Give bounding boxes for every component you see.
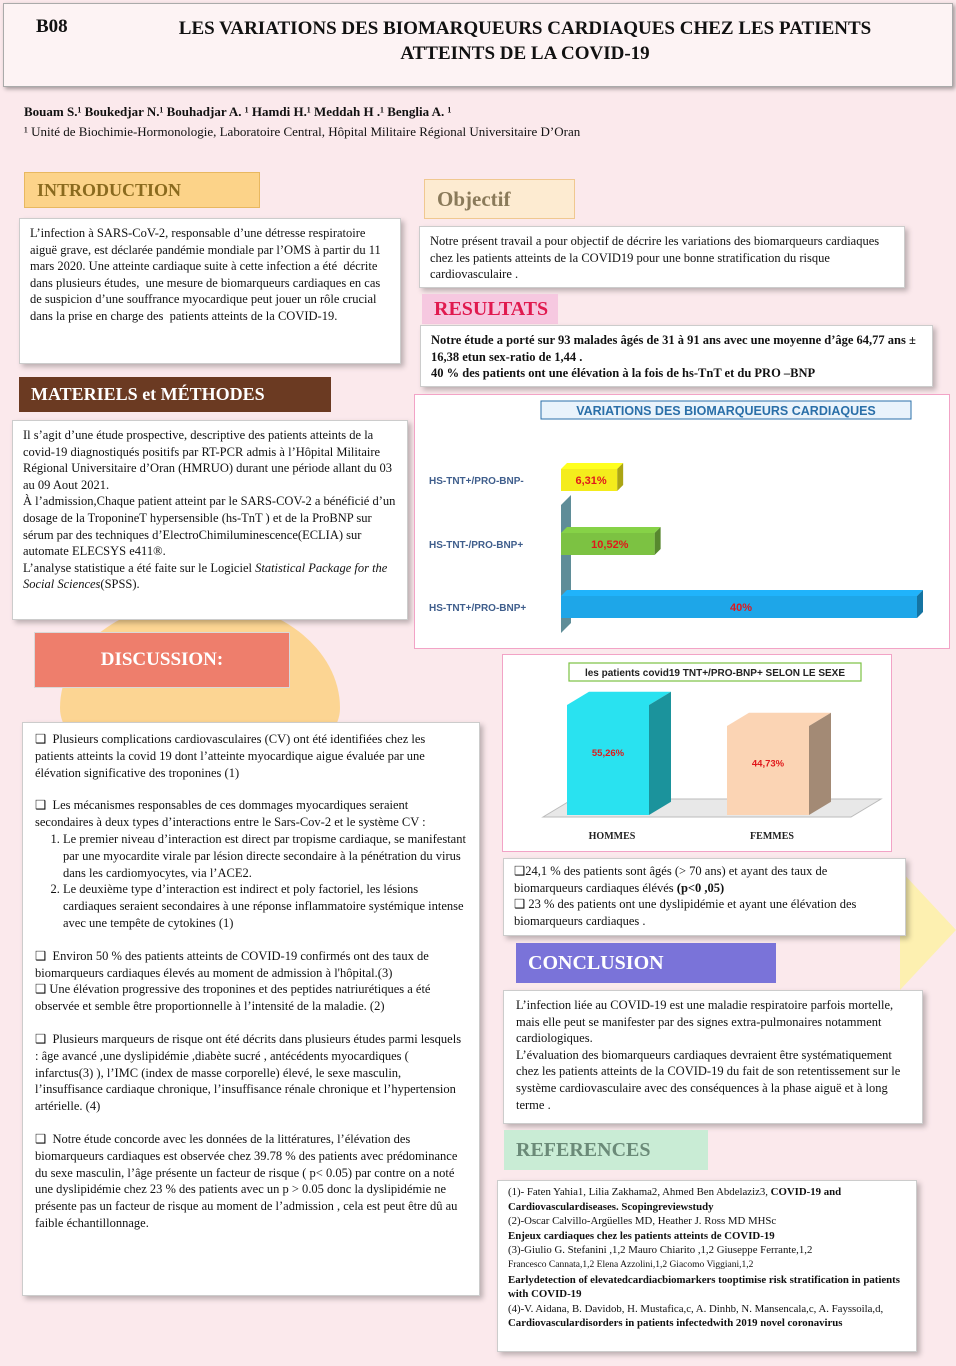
deco-yellow-arrow <box>900 870 956 990</box>
interaction-list <box>35 831 467 932</box>
bullet-checkbox-icon: ❑ <box>514 864 526 878</box>
resultats-heading-label: RESULTATS <box>434 297 549 320</box>
reference-2-authors: (2)-Oscar Calvillo-Argüelles MD, Heather J. Ross MD MHSc <box>508 1215 777 1228</box>
bar-value-label: 10,52% <box>591 539 629 551</box>
resultats-heading <box>422 294 558 324</box>
bullet-checkbox-icon: ❑ <box>35 732 47 746</box>
interaction-item-1: 1. Le premier niveau d’interaction est direct par tropisme cardiaque, se manifestant par une myocardite virale par lésion directe secondaire à la pénétration du virus dans les cardiomyocytes, via l’ACE2. <box>63 831 467 881</box>
title-line-1: LES VARIATIONS DES BIOMARQUEURS CARDIAQUES CHEZ LES PATIENTS <box>178 18 872 39</box>
resultats-box <box>420 325 933 387</box>
objectif-box: Notre présent travail a pour objectif de décrire les variations des biomarqueurs cardiaques chez les patients atteints de la COVID19 pour une bonne stratification du risque cardiovasculaire . <box>419 226 905 288</box>
finding-2-text: 23 % des patients ont une dyslipidémie et ayant une élévation des biomarqueurs cardiaques . <box>514 897 857 928</box>
reference-4-authors: (4)-V. Aidana, B. Davidob, H. Mustafica,c, A. Dinhb, N. Mansencala,c, A. Fayssoila,d, <box>508 1302 884 1315</box>
findings-box <box>503 858 906 936</box>
methodes-p1: Il s’agit d’une étude prospective, descriptive des patients atteints de la covid-19 diagnostiqués positifs par RT-PCR admis à l’Hôpital Militaire Régional Universitaire d’Oran (HMRUO) durant une période allant du 03 au 09 Aout 2021. <box>23 428 392 492</box>
discussion-item-6 <box>35 1131 467 1232</box>
bar-value-label: 40% <box>729 602 753 614</box>
title-line-2: ATTEINTS DE LA COVID-19 <box>400 43 650 64</box>
finding-1-pvalue: (p<0 ,05) <box>676 880 725 895</box>
objectif-heading-label: Objectif <box>437 186 511 211</box>
discussion-heading <box>34 632 290 688</box>
discussion-text-5: Plusieurs marqueurs de risque ont été décrits dans plusieurs études parmi lesquels : âge avancé ,une dyslipidémie ,diabète sucré , antécédents myocardiques ( infarctus(3) ), l’IMC (index de masse corporelle) élevé, le sexe masculin, l’insuffisance cardiaque chronique, l’insuffisance rénale chronique et l’hypertension artérielle. (4) <box>35 1031 462 1114</box>
bullet-checkbox-icon: ❑ <box>35 798 47 813</box>
methodes-heading <box>19 377 331 412</box>
reference-1 <box>508 1185 906 1214</box>
category2-label: FEMMES <box>750 831 794 842</box>
bar2 <box>567 705 649 815</box>
methodes-p3-pre: L’analyse statistique a été faite sur le Logiciel <box>23 560 256 575</box>
discussion-heading-label: DISCUSSION: <box>100 649 224 670</box>
discussion-item-5 <box>35 1031 467 1115</box>
bar2-side <box>809 713 831 815</box>
interaction-item-2: 2. Le deuxième type d’interaction est indirect et poly factoriel, les lésions cardiaques seraient secondaires à une réponse inflammatoire systémique intense avec une tempête de cytokines (1) <box>63 881 467 931</box>
chart-sexe <box>503 655 893 853</box>
conclusion-heading-label: CONCLUSION <box>528 951 664 974</box>
bar-value-label: 6,31% <box>575 475 607 487</box>
bar-top <box>561 463 623 469</box>
chart-variations <box>415 395 951 650</box>
reference-3-title: Earlydetection of elevatedcardiacbiomarkers tooptimise risk stratification in patients with COVID-19 <box>508 1273 900 1301</box>
introduction-heading <box>24 172 260 208</box>
methodes-box <box>12 420 408 620</box>
bullet-checkbox-icon: ❑ <box>35 982 47 997</box>
bar2-value-label: 55,26% <box>591 748 625 759</box>
bullet-checkbox-icon: ❑ <box>35 948 47 963</box>
chart-sexe-panel <box>502 654 892 852</box>
methodes-heading-label: MATERIELS et MÉTHODES <box>31 384 265 404</box>
references-heading-label: REFERENCES <box>516 1138 651 1161</box>
reference-1-authors: (1)- Faten Yahia1, Lilia Zakhama2, Ahmed Ben Abdelaziz3, <box>508 1186 771 1198</box>
poster-title <box>110 16 940 66</box>
authors: Bouam S.¹ Boukedjar N.¹ Bouhadjar A. ¹ Hamdi H.¹ Meddah H .¹ Benglia A. ¹ <box>24 104 452 119</box>
affiliation: ¹ Unité de Biochimie-Hormonologie, Laboratoire Central, Hôpital Militaire Régional Universitaire D’Oran <box>24 124 581 139</box>
reference-4-title: Cardiovasculardisorders in patients infectedwith 2019 novel coronavirus <box>508 1317 843 1330</box>
discussion-text-1: Plusieurs complications cardiovasculaires (CV) ont été identifiées chez les patients atteints la covid 19 dont l’atteinte myocardique aigue évaluée par une élévation significative des troponines (1) <box>35 732 426 780</box>
bullet-checkbox-icon: ❑ <box>35 1131 47 1146</box>
discussion-box <box>22 722 480 1296</box>
references-box <box>497 1180 917 1352</box>
bullet-checkbox-icon: ❑ <box>514 897 526 912</box>
conclusion-box <box>503 990 923 1124</box>
finding-1-text: 24,1 % des patients sont âgés (> 70 ans) et ayant des taux de biomarqueurs cardiaques élévés <box>514 864 828 895</box>
chart-variations-panel <box>414 394 950 649</box>
reference-3-authors-2: Francesco Cannata,1,2 Elena Azzolini,1,2 Giacomo Viggiani,1,2 <box>508 1259 754 1270</box>
bullet-checkbox-icon: ❑ <box>35 1031 47 1046</box>
discussion-item-2 <box>35 797 467 831</box>
reference-2-title: Enjeux cardiaques chez les patients atteints de COVID-19 <box>508 1229 775 1242</box>
finding-2 <box>514 896 895 929</box>
discussion-item-1 <box>35 731 467 781</box>
reference-1-title: COVID-19 and Cardiovasculardiseases. Scopingreviewstudy <box>508 1186 842 1213</box>
methodes-p3 <box>23 560 397 593</box>
conclusion-heading <box>516 943 776 983</box>
introduction-heading-label: INTRODUCTION <box>37 179 182 200</box>
category-label: HS-TNT+/PRO-BNP+ <box>429 603 527 614</box>
discussion-item-3 <box>35 948 467 982</box>
poster-code: B08 <box>36 16 68 37</box>
methodes-p3-ital: Statistical Package for the Social Sciences <box>23 560 388 592</box>
discussion-text-4: Une élévation progressive des troponines et des peptides natriurétiques a été observée et semble être proportionnelle à l’intensité de la maladie. (2) <box>35 982 431 1014</box>
resultats-line-2: 40 % des patients ont une élévation à la fois de hs-TnT et du PRO –BNP <box>431 366 816 381</box>
introduction-box: L’infection à SARS-CoV-2, responsable d’une détresse respiratoire aiguë grave, est déclarée pandémie mondiale par l’OMS à partir du 11 mars 2020. Une atteinte cardiaque suite à cette infection a été décrite dans plusieurs études, une mesure de biomarqueurs cardiaques en cas de suspicion d’une souffrance myocardique peut jouer un rôle crucial dans la prise en charge des patients atteints de la COVID-19. <box>19 218 401 364</box>
bar2-value-label: 44,73% <box>751 758 785 770</box>
resultats-line-1: Notre étude a porté sur 93 malades âgés de 31 à 91 ans avec une moyenne d’âge 64,77 ans ± 16,38 etun sex-ratio de 1,44 . <box>431 333 916 364</box>
finding-1 <box>514 863 895 896</box>
methodes-p2: À l’admission,Chaque patient atteint par le SARS-COV-2 a bénéficié d’un dosage de la TroponineT hypersensible (hs-TnT ) et de la ProBNP sur sérum par des techniques d’ElectroChimiluminescence(ECLIA) sur automate ELECSYS e411®. <box>23 494 396 559</box>
discussion-item-4 <box>35 981 467 1015</box>
bar-top <box>561 590 923 596</box>
bar2-side <box>649 692 671 815</box>
discussion-text-3: Environ 50 % des patients atteints de COVID-19 confirmés ont des taux de biomarqueurs cardiaques élevés au moment de admission à l'hôpital.(3) <box>35 948 429 980</box>
methodes-p3-post: (SPSS). <box>100 577 140 592</box>
discussion-text-6: Notre étude concorde avec les données de la littératures, l’élévation des biomarqueurs cardiaques est observée chez 39.78 % des patients avec prédominance du sexe masculin, l’âge présente un facteur de risque ( p< 0.05) par contre on a noté une dyslipidémie chez 23 % des patients avec un p > 0.05 donc la dyslipidémie ne présente pas un facteur de risque au moment de l’admission , cela est peut être dû au faible échantillonnage. <box>35 1131 458 1230</box>
chart2-title: les patients covid19 TNT+/PRO-BNP+ SELON LE SEXE <box>584 668 846 679</box>
reference-4 <box>508 1302 906 1331</box>
bar-top <box>561 527 661 533</box>
category-label: HS-TNT-/PRO-BNP+ <box>429 540 524 551</box>
chart-title: VARIATIONS DES BIOMARQUEURS CARDIAQUES <box>576 404 876 418</box>
category-label: HS-TNT+/PRO-BNP- <box>429 476 524 487</box>
reference-3-authors: (3)-Giulio G. Stefanini ,1,2 Mauro Chiarito ,1,2 Giuseppe Ferrante,1,2 <box>508 1244 813 1257</box>
objectif-heading <box>424 179 575 219</box>
conclusion-p2: L’évaluation des biomarqueurs cardiaques devraient être systématiquement chez les patients atteints de la COVID-19 du fait de son retentissement sur le système cardiovasculaire avec des conséquences à la phase aiguë et à long terme . <box>516 1047 901 1112</box>
references-heading <box>504 1130 708 1170</box>
conclusion-p1: L’infection liée au COVID-19 est une maladie respiratoire parfois mortelle, mais elle peut se manifester par des signes extra-pulmonaires notamment cardiologiques. <box>516 998 894 1046</box>
bar2 <box>727 726 809 815</box>
category2-label: HOMMES <box>588 831 636 842</box>
discussion-text-2: Les mécanismes responsables de ces dommages myocardiques seraient secondaires à deux types d’interactions entre le Sars-Cov-2 et le système CV : <box>35 798 426 830</box>
